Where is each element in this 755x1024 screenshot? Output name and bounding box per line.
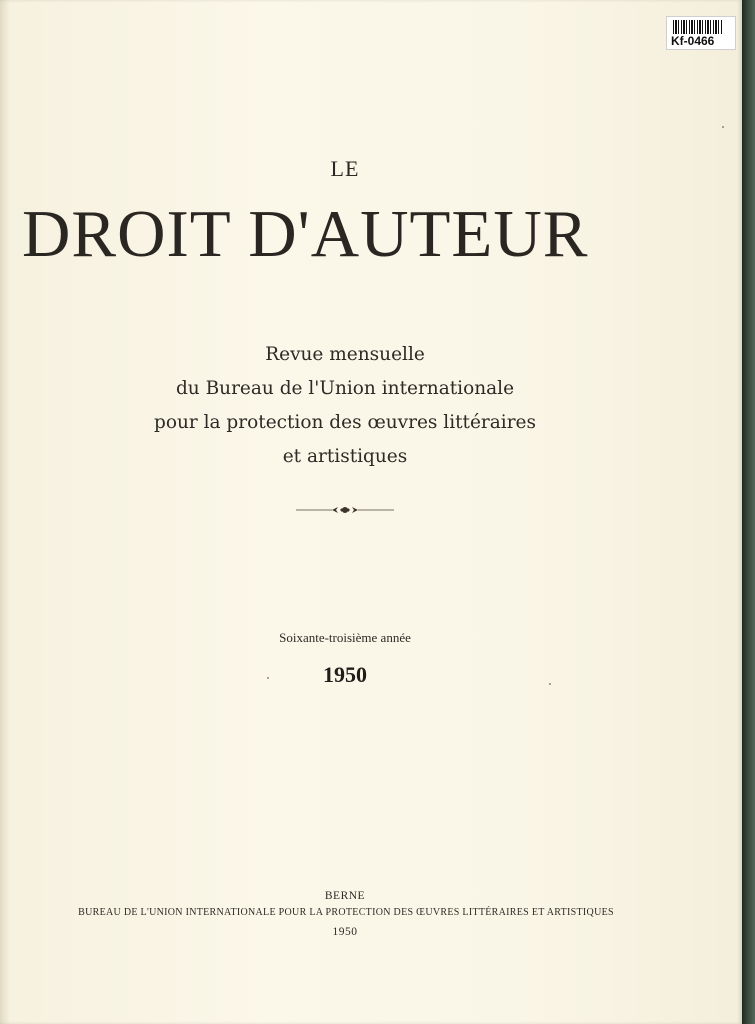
ornament-divider-icon <box>296 502 394 518</box>
imprint-publisher: BUREAU DE L'UNION INTERNATIONALE POUR LA PROTECTION DES ŒUVRES LITTÉRAIRES ET ARTISTIQUES <box>78 907 614 918</box>
subtitle-line: du Bureau de l'Union internationale <box>175 378 515 399</box>
volume-label: Soixante-troisième année <box>279 630 411 645</box>
journal-title: DROIT D'AUTEUR <box>22 197 589 271</box>
volume-year: 1950 <box>323 662 367 687</box>
journal-subtitle <box>0 338 690 474</box>
library-barcode-label <box>666 16 736 50</box>
paper-speck <box>722 126 724 128</box>
paper-speck <box>549 683 551 685</box>
gutter-shadow <box>0 0 10 1024</box>
paper-speck <box>267 677 269 679</box>
imprint-year: 1950 <box>332 926 358 938</box>
book-binding-edge <box>742 0 755 1024</box>
title-article: LE <box>330 156 360 181</box>
shelfmark-text: Kf-0466 <box>671 34 715 48</box>
barcode-icon <box>673 20 723 34</box>
subtitle-line: Revue mensuelle <box>265 344 425 365</box>
imprint-city: BERNE <box>324 890 366 902</box>
subtitle-line: et artistiques <box>282 446 408 467</box>
subtitle-line: pour la protection des œuvres littéraires <box>153 412 536 433</box>
